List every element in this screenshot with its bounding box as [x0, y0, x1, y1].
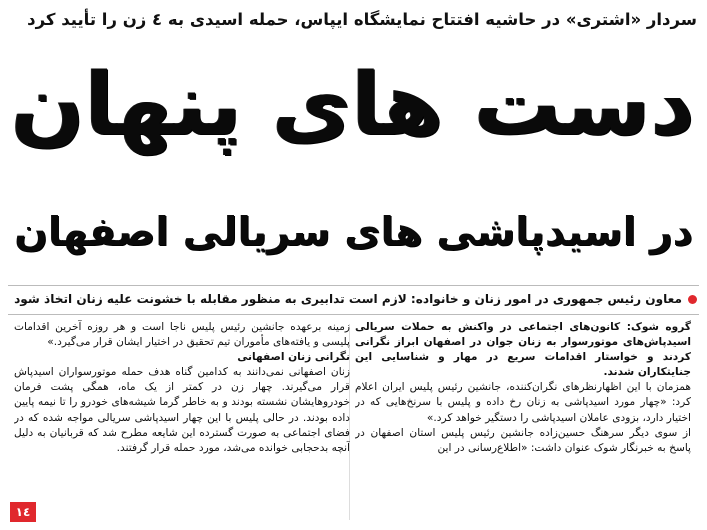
lead-text: معاون رئیس جمهوری در امور زنان و خانواده: لازم است تدابیری به منظور مقابله با خشونت علیه زنان اتخاذ شود — [14, 292, 682, 306]
sub-headline: در اسیدپاشی های سریالی اصفهان — [14, 209, 693, 255]
section-subhead: نگرانی زنان اصفهانی — [237, 351, 350, 364]
intro-label: گروه شوک: — [626, 321, 691, 333]
page-number-badge: ١٤ — [10, 502, 36, 522]
bullet-icon — [688, 295, 697, 304]
body-paragraph: زمینه برعهده جانشین رئیس پلیس ناجا است و هر روزه آخرین اقدامات پلیسی و یافته‌های مأموران تیم تحقیق در اختیار ایشان قرار می‌گیرد.» — [14, 321, 350, 349]
main-headline: دست های پنهان — [10, 55, 695, 155]
divider — [8, 285, 699, 286]
lead-line — [10, 288, 697, 310]
intro-paragraph — [355, 320, 691, 380]
divider — [8, 314, 699, 315]
body-paragraph: زنان اصفهانی نمی‌دانند به کدامین گناه هدف حمله موتورسواران اسیدپاش قرار می‌گیرند. چهار زن در کمتر از یک ماه، همگی پشت فرمان خودروهایشان نشسته بودند و به خاطر گرما شیشه‌های خودرو را تا نیمه پایین داده بودند. در حالی پلیس با این چهار اسیدپاشی سریالی مواجه شده که در فضای اجتماعی به صورت گسترده این شایعه مطرح شد که قربانیان به دلیل آنچه بدحجابی خوانده می‌شد، مورد حمله قرار گرفتند. — [14, 366, 350, 454]
article-column-right — [355, 320, 691, 525]
intro-text: کانون‌های اجتماعی در واکنش به حملات سریالی اسیدپاش‌های موتورسوار به زنان جوان در اصفهان ابراز نگرانی کردند و خواستار اقدامات سریع در مهار و شناسایی این جنایتکاران شدند. — [355, 321, 691, 379]
body-paragraph: از سوی دیگر سرهنگ حسین‌زاده جانشین رئیس پلیس استان اصفهان در پاسخ به خبرنگار شوک عنوان داشت: «اطلاع‌رسانی در این — [355, 426, 691, 454]
article-column-left — [14, 320, 350, 525]
kicker-headline: سردار «اشتری» در حاشیه افتتاح نمایشگاه ایپاس، حمله اسیدی به ٤ زن را تأیید کرد — [27, 10, 697, 29]
body-paragraph: همزمان با این اظهارنظرهای نگران‌کننده، جانشین رئیس پلیس ایران اعلام کرد: «چهار مورد اسیدپاشی به زنان رخ داده و پلیس با سرنخ‌هایی که در اختیار دارد، بزودی عاملان اسیدپاشی را دستگیر خواهد کرد.» — [355, 381, 691, 424]
